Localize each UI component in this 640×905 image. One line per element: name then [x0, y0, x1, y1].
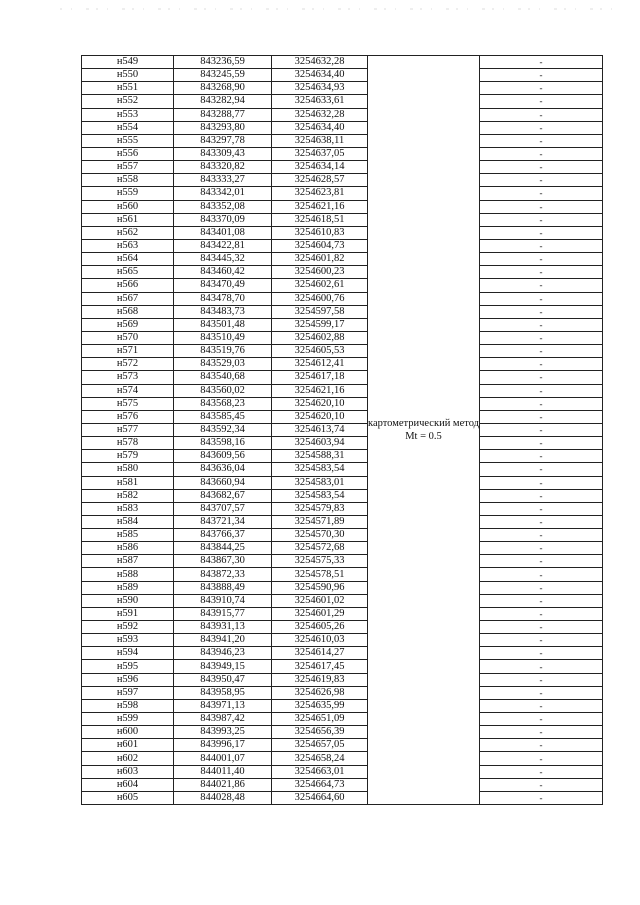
note-cell: - — [480, 765, 603, 778]
y-coordinate-cell: 3254664,73 — [272, 778, 368, 791]
point-id-cell: н587 — [82, 555, 174, 568]
table-row — [82, 200, 603, 213]
y-coordinate-cell: 3254633,61 — [272, 95, 368, 108]
x-coordinate-cell: 843949,15 — [174, 660, 272, 673]
table-row — [82, 739, 603, 752]
x-coordinate-cell: 843352,08 — [174, 200, 272, 213]
y-coordinate-cell: 3254590,96 — [272, 581, 368, 594]
point-id-cell: н562 — [82, 226, 174, 239]
note-cell: - — [480, 331, 603, 344]
x-coordinate-cell: 843560,02 — [174, 384, 272, 397]
point-id-cell: н602 — [82, 752, 174, 765]
point-id-cell: н580 — [82, 463, 174, 476]
x-coordinate-cell: 843707,57 — [174, 502, 272, 515]
table-row — [82, 713, 603, 726]
point-id-cell: н559 — [82, 187, 174, 200]
note-cell: - — [480, 121, 603, 134]
x-coordinate-cell: 843268,90 — [174, 82, 272, 95]
x-coordinate-cell: 843946,23 — [174, 647, 272, 660]
x-coordinate-cell: 843293,80 — [174, 121, 272, 134]
note-cell: - — [480, 384, 603, 397]
y-coordinate-cell: 3254637,05 — [272, 147, 368, 160]
x-coordinate-cell: 843320,82 — [174, 161, 272, 174]
table-row — [82, 791, 603, 804]
y-coordinate-cell: 3254578,51 — [272, 568, 368, 581]
y-coordinate-cell: 3254614,27 — [272, 647, 368, 660]
table-row — [82, 292, 603, 305]
table-row — [82, 634, 603, 647]
point-id-cell: н553 — [82, 108, 174, 121]
y-coordinate-cell: 3254601,82 — [272, 253, 368, 266]
y-coordinate-cell: 3254628,57 — [272, 174, 368, 187]
table-row — [82, 581, 603, 594]
table-row — [82, 384, 603, 397]
x-coordinate-cell: 843844,25 — [174, 542, 272, 555]
table-row — [82, 423, 603, 436]
table-row — [82, 371, 603, 384]
x-coordinate-cell: 843636,04 — [174, 463, 272, 476]
point-id-cell: н601 — [82, 739, 174, 752]
table-row — [82, 529, 603, 542]
table-row — [82, 450, 603, 463]
point-id-cell: н578 — [82, 437, 174, 450]
note-cell: - — [480, 187, 603, 200]
x-coordinate-cell: 843370,09 — [174, 213, 272, 226]
point-id-cell: н573 — [82, 371, 174, 384]
note-cell: - — [480, 581, 603, 594]
point-id-cell: н584 — [82, 515, 174, 528]
point-id-cell: н592 — [82, 621, 174, 634]
note-cell: - — [480, 95, 603, 108]
y-coordinate-cell: 3254583,01 — [272, 476, 368, 489]
table-row — [82, 673, 603, 686]
table-row — [82, 305, 603, 318]
note-cell: - — [480, 673, 603, 686]
y-coordinate-cell: 3254610,03 — [272, 634, 368, 647]
note-cell: - — [480, 686, 603, 699]
point-id-cell: н575 — [82, 397, 174, 410]
y-coordinate-cell: 3254618,51 — [272, 213, 368, 226]
y-coordinate-cell: 3254599,17 — [272, 318, 368, 331]
table-row — [82, 765, 603, 778]
y-coordinate-cell: 3254600,23 — [272, 266, 368, 279]
x-coordinate-cell: 843470,49 — [174, 279, 272, 292]
note-cell: - — [480, 607, 603, 620]
point-id-cell: н596 — [82, 673, 174, 686]
x-coordinate-cell: 843931,13 — [174, 621, 272, 634]
x-coordinate-cell: 843519,76 — [174, 345, 272, 358]
note-cell: - — [480, 239, 603, 252]
table-row — [82, 686, 603, 699]
note-cell: - — [480, 371, 603, 384]
y-coordinate-cell: 3254612,41 — [272, 358, 368, 371]
x-coordinate-cell: 843987,42 — [174, 713, 272, 726]
note-cell: - — [480, 410, 603, 423]
y-coordinate-cell: 3254602,88 — [272, 331, 368, 344]
table-row — [82, 253, 603, 266]
note-cell: - — [480, 134, 603, 147]
table-row — [82, 95, 603, 108]
note-cell: - — [480, 108, 603, 121]
x-coordinate-cell: 843721,34 — [174, 515, 272, 528]
note-cell: - — [480, 161, 603, 174]
point-id-cell: н605 — [82, 791, 174, 804]
point-id-cell: н579 — [82, 450, 174, 463]
note-cell: - — [480, 699, 603, 712]
table-row — [82, 515, 603, 528]
point-id-cell: н568 — [82, 305, 174, 318]
x-coordinate-cell: 843236,59 — [174, 56, 272, 69]
note-cell: - — [480, 147, 603, 160]
point-id-cell: н588 — [82, 568, 174, 581]
note-cell: - — [480, 279, 603, 292]
note-cell: - — [480, 56, 603, 69]
note-cell: - — [480, 778, 603, 791]
scan-noise-strip — [60, 6, 620, 12]
table-row — [82, 266, 603, 279]
note-cell: - — [480, 463, 603, 476]
note-cell: - — [480, 529, 603, 542]
note-cell: - — [480, 502, 603, 515]
y-coordinate-cell: 3254600,76 — [272, 292, 368, 305]
note-cell: - — [480, 726, 603, 739]
y-coordinate-cell: 3254620,10 — [272, 397, 368, 410]
x-coordinate-cell: 843585,45 — [174, 410, 272, 423]
x-coordinate-cell: 843660,94 — [174, 476, 272, 489]
point-id-cell: н561 — [82, 213, 174, 226]
x-coordinate-cell: 843996,17 — [174, 739, 272, 752]
table-row — [82, 594, 603, 607]
point-id-cell: н593 — [82, 634, 174, 647]
note-cell: - — [480, 358, 603, 371]
table-row — [82, 502, 603, 515]
y-coordinate-cell: 3254588,31 — [272, 450, 368, 463]
note-cell: - — [480, 305, 603, 318]
y-coordinate-cell: 3254583,54 — [272, 463, 368, 476]
table-row — [82, 660, 603, 673]
x-coordinate-cell: 843309,43 — [174, 147, 272, 160]
note-cell: - — [480, 542, 603, 555]
table-row — [82, 108, 603, 121]
table-row — [82, 187, 603, 200]
note-cell: - — [480, 791, 603, 804]
y-coordinate-cell: 3254634,40 — [272, 69, 368, 82]
y-coordinate-cell: 3254617,18 — [272, 371, 368, 384]
point-id-cell: н564 — [82, 253, 174, 266]
x-coordinate-cell: 843598,16 — [174, 437, 272, 450]
note-cell: - — [480, 515, 603, 528]
note-cell: - — [480, 555, 603, 568]
x-coordinate-cell: 843950,47 — [174, 673, 272, 686]
note-cell: - — [480, 69, 603, 82]
table-row — [82, 489, 603, 502]
table-row — [82, 174, 603, 187]
x-coordinate-cell: 844011,40 — [174, 765, 272, 778]
table-row — [82, 752, 603, 765]
y-coordinate-cell: 3254638,11 — [272, 134, 368, 147]
point-id-cell: н552 — [82, 95, 174, 108]
point-id-cell: н595 — [82, 660, 174, 673]
x-coordinate-cell: 843766,37 — [174, 529, 272, 542]
x-coordinate-cell: 843540,68 — [174, 371, 272, 384]
point-id-cell: н565 — [82, 266, 174, 279]
y-coordinate-cell: 3254632,28 — [272, 108, 368, 121]
table-row — [82, 226, 603, 239]
table-row — [82, 161, 603, 174]
table-row — [82, 699, 603, 712]
note-cell: - — [480, 200, 603, 213]
note-cell: - — [480, 752, 603, 765]
table-row — [82, 279, 603, 292]
point-id-cell: н604 — [82, 778, 174, 791]
table-row — [82, 568, 603, 581]
y-coordinate-cell: 3254572,68 — [272, 542, 368, 555]
point-id-cell: н597 — [82, 686, 174, 699]
table-row — [82, 358, 603, 371]
y-coordinate-cell: 3254610,83 — [272, 226, 368, 239]
table-row — [82, 318, 603, 331]
x-coordinate-cell: 843333,27 — [174, 174, 272, 187]
y-coordinate-cell: 3254605,53 — [272, 345, 368, 358]
point-id-cell: н556 — [82, 147, 174, 160]
y-coordinate-cell: 3254664,60 — [272, 791, 368, 804]
point-id-cell: н560 — [82, 200, 174, 213]
point-id-cell: н599 — [82, 713, 174, 726]
note-cell: - — [480, 174, 603, 187]
table-row — [82, 82, 603, 95]
x-coordinate-cell: 843282,94 — [174, 95, 272, 108]
point-id-cell: н550 — [82, 69, 174, 82]
x-coordinate-cell: 843872,33 — [174, 568, 272, 581]
y-coordinate-cell: 3254634,93 — [272, 82, 368, 95]
note-cell: - — [480, 621, 603, 634]
point-id-cell: н576 — [82, 410, 174, 423]
x-coordinate-cell: 844021,86 — [174, 778, 272, 791]
point-id-cell: н590 — [82, 594, 174, 607]
y-coordinate-cell: 3254634,14 — [272, 161, 368, 174]
point-id-cell: н563 — [82, 239, 174, 252]
x-coordinate-cell: 843609,56 — [174, 450, 272, 463]
x-coordinate-cell: 843915,77 — [174, 607, 272, 620]
y-coordinate-cell: 3254604,73 — [272, 239, 368, 252]
point-id-cell: н557 — [82, 161, 174, 174]
y-coordinate-cell: 3254663,01 — [272, 765, 368, 778]
x-coordinate-cell: 843401,08 — [174, 226, 272, 239]
table-row — [82, 56, 603, 69]
point-id-cell: н572 — [82, 358, 174, 371]
table-row — [82, 726, 603, 739]
y-coordinate-cell: 3254634,40 — [272, 121, 368, 134]
table-row — [82, 69, 603, 82]
point-id-cell: н551 — [82, 82, 174, 95]
note-cell: - — [480, 345, 603, 358]
y-coordinate-cell: 3254621,16 — [272, 200, 368, 213]
x-coordinate-cell: 843445,32 — [174, 253, 272, 266]
y-coordinate-cell: 3254619,83 — [272, 673, 368, 686]
point-id-cell: н569 — [82, 318, 174, 331]
point-id-cell: н549 — [82, 56, 174, 69]
x-coordinate-cell: 843297,78 — [174, 134, 272, 147]
point-id-cell: н554 — [82, 121, 174, 134]
coordinates-table-body — [82, 56, 603, 805]
y-coordinate-cell: 3254603,94 — [272, 437, 368, 450]
note-cell: - — [480, 82, 603, 95]
y-coordinate-cell: 3254635,99 — [272, 699, 368, 712]
table-row — [82, 647, 603, 660]
coordinates-table — [81, 55, 603, 805]
y-coordinate-cell: 3254651,09 — [272, 713, 368, 726]
point-id-cell: н594 — [82, 647, 174, 660]
point-id-cell: н571 — [82, 345, 174, 358]
point-id-cell: н574 — [82, 384, 174, 397]
y-coordinate-cell: 3254626,98 — [272, 686, 368, 699]
note-cell: - — [480, 292, 603, 305]
y-coordinate-cell: 3254656,39 — [272, 726, 368, 739]
note-cell: - — [480, 450, 603, 463]
point-id-cell: н585 — [82, 529, 174, 542]
note-cell: - — [480, 253, 603, 266]
table-row — [82, 134, 603, 147]
table-row — [82, 397, 603, 410]
note-cell: - — [480, 647, 603, 660]
table-row — [82, 121, 603, 134]
x-coordinate-cell: 843971,13 — [174, 699, 272, 712]
y-coordinate-cell: 3254571,89 — [272, 515, 368, 528]
x-coordinate-cell: 843478,70 — [174, 292, 272, 305]
table-row — [82, 621, 603, 634]
x-coordinate-cell: 843941,20 — [174, 634, 272, 647]
table-row — [82, 542, 603, 555]
y-coordinate-cell: 3254601,02 — [272, 594, 368, 607]
y-coordinate-cell: 3254570,30 — [272, 529, 368, 542]
y-coordinate-cell: 3254583,54 — [272, 489, 368, 502]
x-coordinate-cell: 843529,03 — [174, 358, 272, 371]
table-row — [82, 147, 603, 160]
y-coordinate-cell: 3254602,61 — [272, 279, 368, 292]
table-row — [82, 239, 603, 252]
y-coordinate-cell: 3254605,26 — [272, 621, 368, 634]
point-id-cell: н583 — [82, 502, 174, 515]
y-coordinate-cell: 3254632,28 — [272, 56, 368, 69]
x-coordinate-cell: 844001,07 — [174, 752, 272, 765]
x-coordinate-cell: 843682,67 — [174, 489, 272, 502]
note-cell: - — [480, 739, 603, 752]
table-row — [82, 463, 603, 476]
y-coordinate-cell: 3254620,10 — [272, 410, 368, 423]
y-coordinate-cell: 3254623,81 — [272, 187, 368, 200]
x-coordinate-cell: 843288,77 — [174, 108, 272, 121]
table-row — [82, 410, 603, 423]
y-coordinate-cell: 3254621,16 — [272, 384, 368, 397]
x-coordinate-cell: 843958,95 — [174, 686, 272, 699]
table-row — [82, 345, 603, 358]
x-coordinate-cell: 843501,48 — [174, 318, 272, 331]
point-id-cell: н581 — [82, 476, 174, 489]
x-coordinate-cell: 843888,49 — [174, 581, 272, 594]
x-coordinate-cell: 843592,34 — [174, 423, 272, 436]
table-row — [82, 555, 603, 568]
x-coordinate-cell: 843483,73 — [174, 305, 272, 318]
note-cell: - — [480, 660, 603, 673]
point-id-cell: н558 — [82, 174, 174, 187]
note-cell: - — [480, 397, 603, 410]
point-id-cell: н567 — [82, 292, 174, 305]
note-cell: - — [480, 213, 603, 226]
method-cell: картометрический метод Mt = 0.5 — [368, 56, 480, 805]
note-cell: - — [480, 594, 603, 607]
point-id-cell: н603 — [82, 765, 174, 778]
y-coordinate-cell: 3254613,74 — [272, 423, 368, 436]
note-cell: - — [480, 476, 603, 489]
x-coordinate-cell: 843993,25 — [174, 726, 272, 739]
y-coordinate-cell: 3254601,29 — [272, 607, 368, 620]
x-coordinate-cell: 843568,23 — [174, 397, 272, 410]
x-coordinate-cell: 843460,42 — [174, 266, 272, 279]
note-cell: - — [480, 634, 603, 647]
table-row — [82, 778, 603, 791]
x-coordinate-cell: 843510,49 — [174, 331, 272, 344]
note-cell: - — [480, 226, 603, 239]
x-coordinate-cell: 843867,30 — [174, 555, 272, 568]
note-cell: - — [480, 568, 603, 581]
note-cell: - — [480, 713, 603, 726]
table-row — [82, 476, 603, 489]
y-coordinate-cell: 3254579,83 — [272, 502, 368, 515]
note-cell: - — [480, 318, 603, 331]
point-id-cell: н591 — [82, 607, 174, 620]
x-coordinate-cell: 843910,74 — [174, 594, 272, 607]
x-coordinate-cell: 843422,81 — [174, 239, 272, 252]
point-id-cell: н555 — [82, 134, 174, 147]
y-coordinate-cell: 3254597,58 — [272, 305, 368, 318]
point-id-cell: н586 — [82, 542, 174, 555]
y-coordinate-cell: 3254617,45 — [272, 660, 368, 673]
y-coordinate-cell: 3254658,24 — [272, 752, 368, 765]
point-id-cell: н582 — [82, 489, 174, 502]
x-coordinate-cell: 844028,48 — [174, 791, 272, 804]
x-coordinate-cell: 843342,01 — [174, 187, 272, 200]
table-row — [82, 607, 603, 620]
point-id-cell: н589 — [82, 581, 174, 594]
point-id-cell: н600 — [82, 726, 174, 739]
table-row — [82, 213, 603, 226]
point-id-cell: н598 — [82, 699, 174, 712]
point-id-cell: н577 — [82, 423, 174, 436]
note-cell: - — [480, 266, 603, 279]
note-cell: - — [480, 423, 603, 436]
table-row — [82, 331, 603, 344]
y-coordinate-cell: 3254575,33 — [272, 555, 368, 568]
note-cell: - — [480, 437, 603, 450]
table-row — [82, 437, 603, 450]
note-cell: - — [480, 489, 603, 502]
y-coordinate-cell: 3254657,05 — [272, 739, 368, 752]
x-coordinate-cell: 843245,59 — [174, 69, 272, 82]
point-id-cell: н566 — [82, 279, 174, 292]
point-id-cell: н570 — [82, 331, 174, 344]
